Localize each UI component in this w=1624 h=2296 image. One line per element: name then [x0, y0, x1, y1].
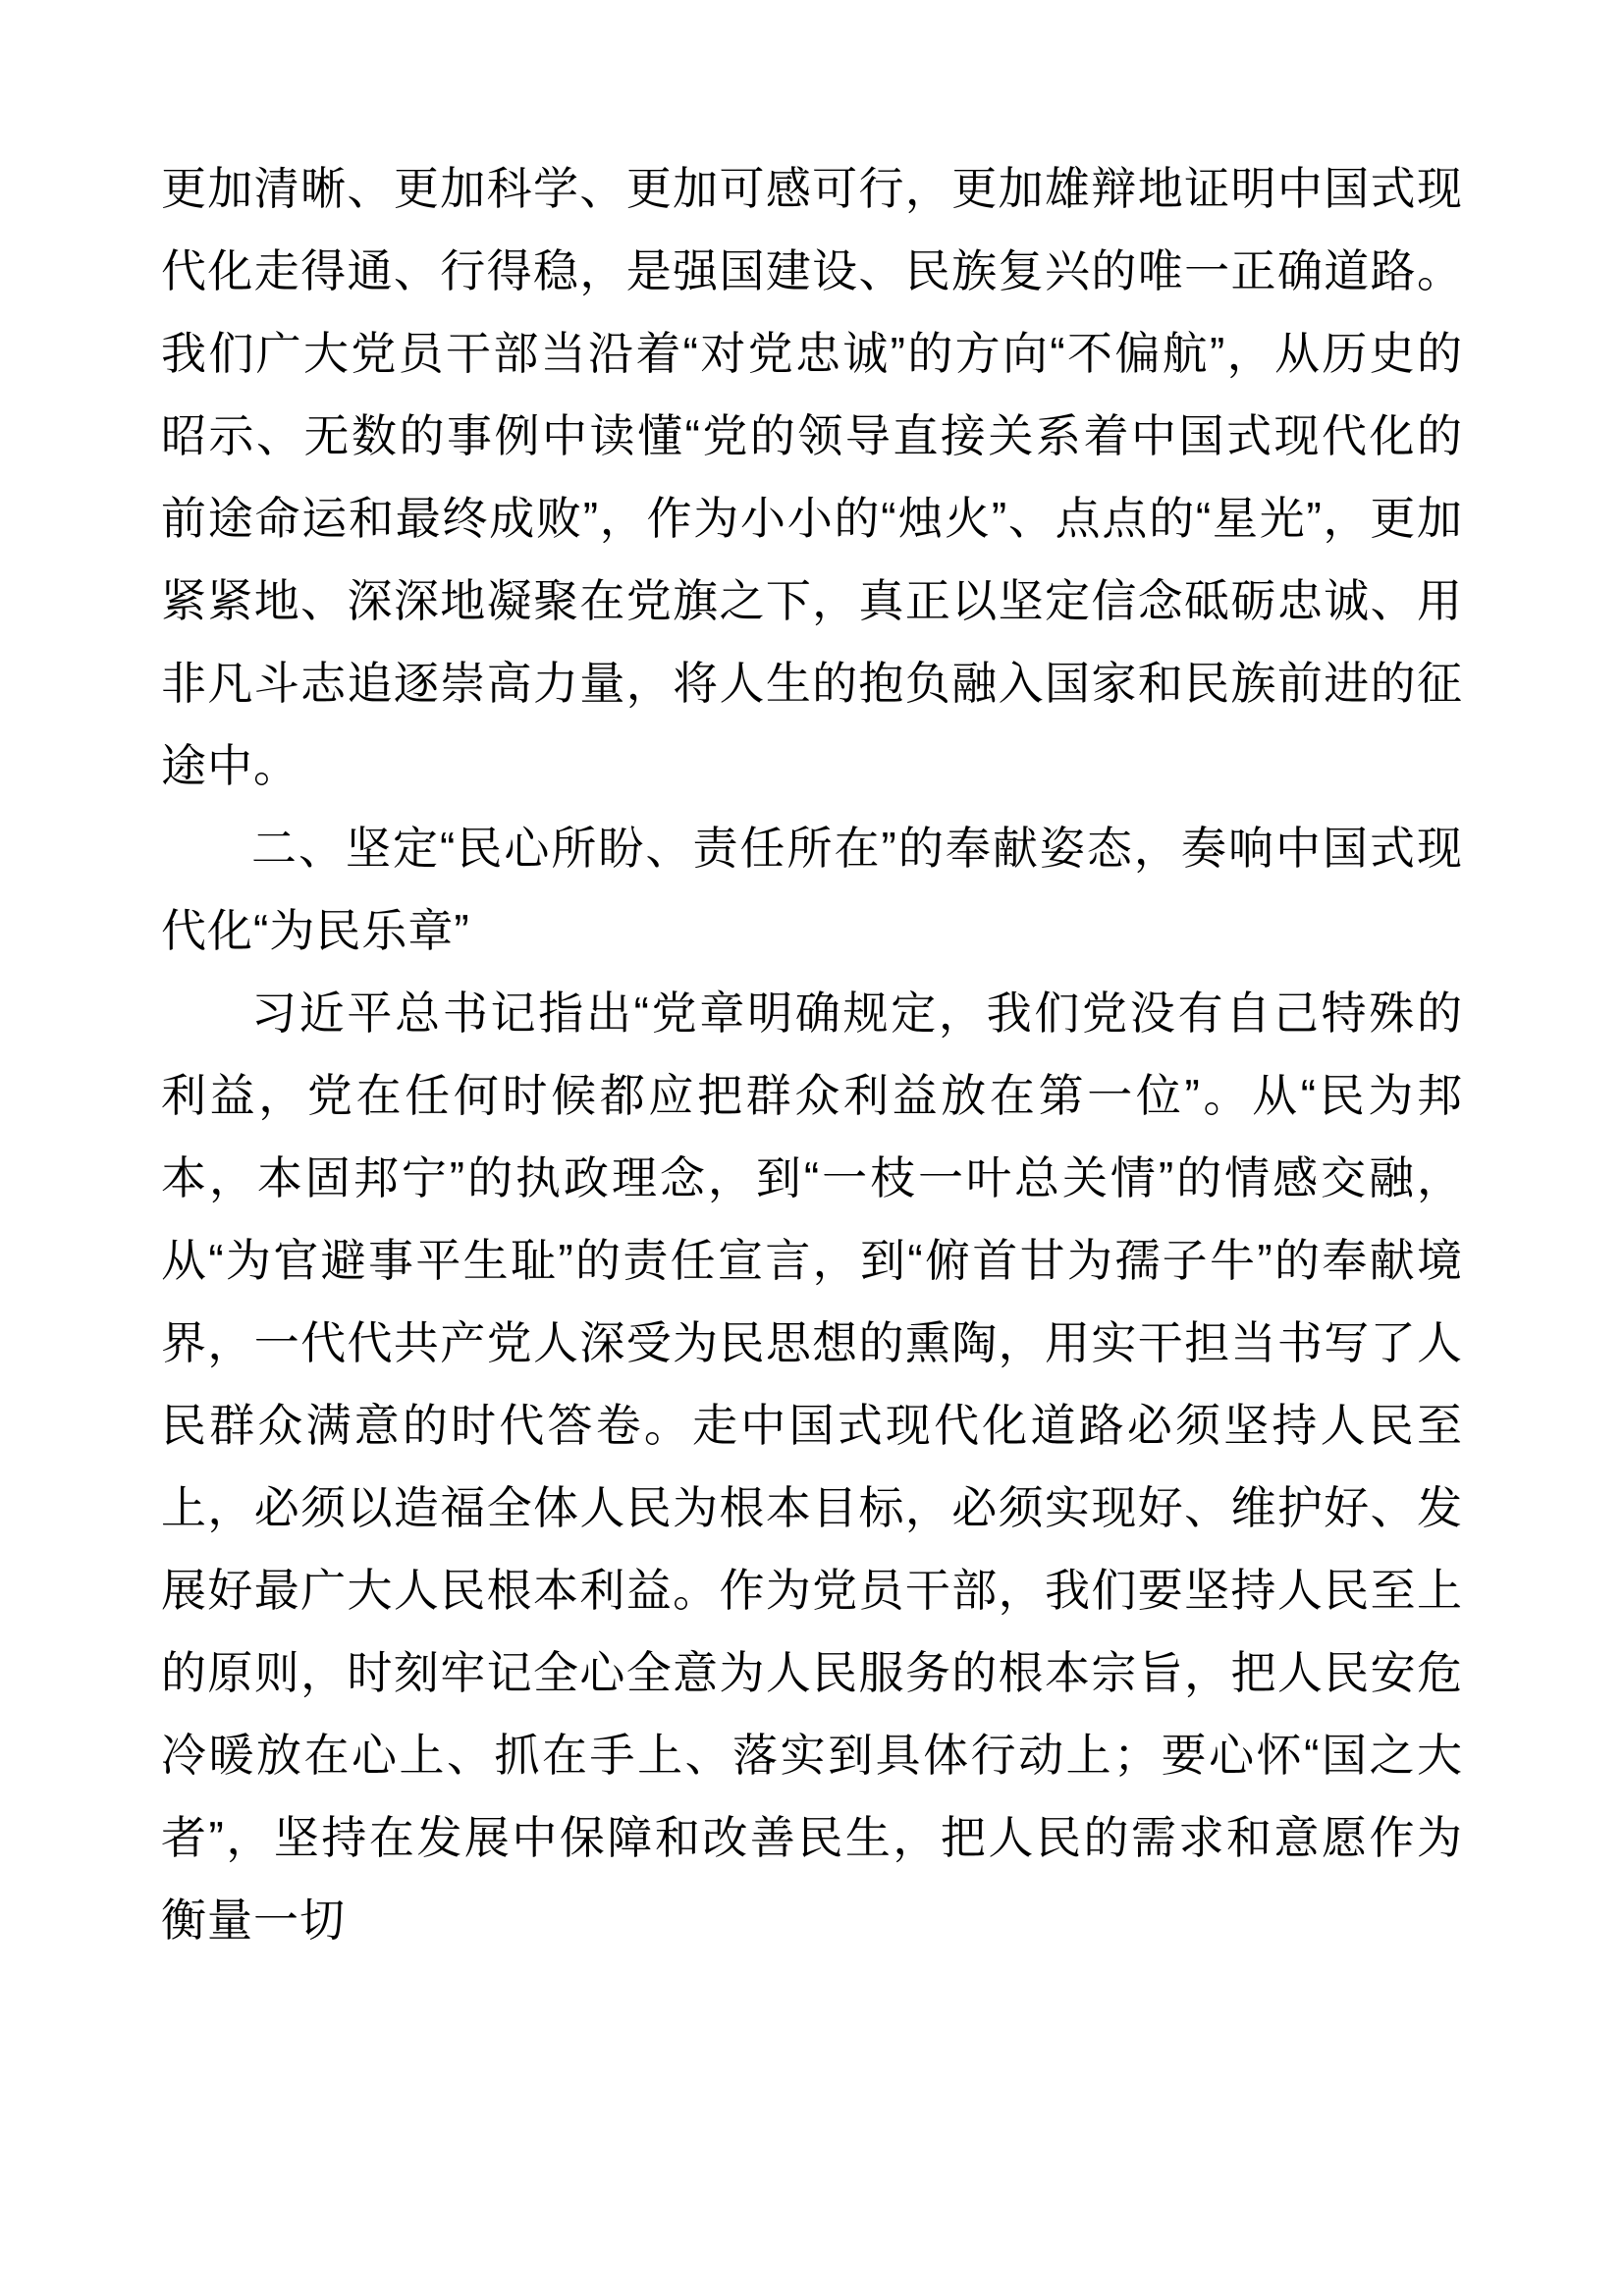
paragraph: 习近平总书记指出“党章明确规定，我们党没有自己特殊的利益，党在任何时候都应把群众利益放在第一位”。从“民为邦本，本固邦宁”的执政理念，到“一枝一叶总关情”的情感交融，从“为官避事平生耻”的责任宣言，到“俯首甘为孺子牛”的奉献境界，一代代共产党人深受为民思想的熏陶，用实干担当书写了人民群众满意的时代答卷。走中国式现代化道路必须坚持人民至上，必须以造福全体人民为根本目标，必须实现好、维护好、发展好最广大人民根本利益。作为党员干部，我们要坚持人民至上的原则，时刻牢记全心全意为人民服务的根本宗旨，把人民安危冷暖放在心上、抓在手上、落实到具体行动上；要心怀“国之大者”，坚持在发展中保障和改善民生，把人民的需求和意愿作为衡量一切: [161, 988, 1463, 1946]
document-body: [161, 147, 1463, 1961]
paragraph: 更加清晰、更加科学、更加可感可行，更加雄辩地证明中国式现代化走得通、行得稳，是强国建设、民族复兴的唯一正确道路。我们广大党员干部当沿着“对党忠诚”的方向“不偏航”，从历史的昭示、无数的事例中读懂“党的领导直接关系着中国式现代化的前途命运和最终成败”，作为小小的“烛火”、点点的“星光”，更加紧紧地、深深地凝聚在党旗之下，真正以坚定信念砥砺忠诚、用非凡斗志追逐崇高力量，将人生的抱负融入国家和民族前进的征途中。: [161, 163, 1463, 791]
section-heading: 二、坚定“民心所盼、责任所在”的奉献姿态，奏响中国式现代化“为民乐章”: [161, 823, 1463, 956]
